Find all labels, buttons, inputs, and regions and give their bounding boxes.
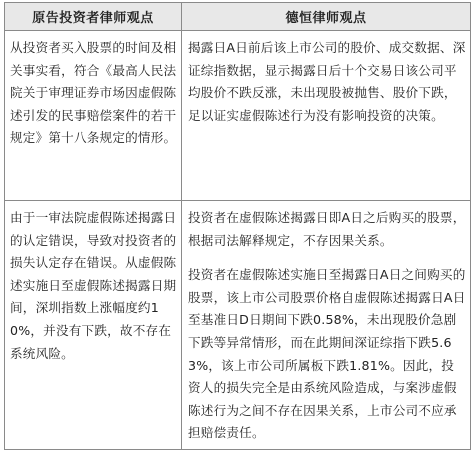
deheng-view-paragraph: 投资者在虚假陈述实施日至揭露日A日之间购买的股票，该上市公司股票价格自虚假陈述揭露日A日至基准日D日期间下跌0.58%，未出现股价急剧下跌等异常情形，而在此期间深证综指下跌5.63%，该上市公司所属板下跌1.81%。因此，投资人的损失完全是由系统风险造成，与案涉虚假陈述行为之间不存在因果关系，上市公司不应承担赔偿责任。 <box>188 267 466 441</box>
deheng-view-cell <box>182 201 471 450</box>
deheng-view-cell <box>182 31 471 201</box>
plaintiff-view-cell <box>5 201 182 450</box>
deheng-view-paragraph: 投资者在虚假陈述揭露日即A日之后购买的股票，根据司法解释规定，不存因果关系。 <box>188 210 466 248</box>
plaintiff-view-cell <box>5 31 182 201</box>
plaintiff-view-text: 从投资者买入股票的时间及相关事实看，符合《最高人民法院关于审理证券市场因虚假陈述引发的民事赔偿案件的若干规定》第十八条规定的情形。 <box>10 40 177 146</box>
table-header-row <box>5 3 471 31</box>
header-plaintiff-lawyer-view: 原告投资者律师观点 <box>5 3 182 31</box>
plaintiff-view-text: 由于一审法院虚假陈述揭露日的认定错误，导致对投资者的损失认定存在错误。从虚假陈述实施日至虚假陈述揭露日期间，深圳指数上涨幅度约10%，并没有下跌，故不存在系统风险。 <box>10 210 177 361</box>
header-deheng-lawyer-view: 德恒律师观点 <box>182 3 471 31</box>
deheng-view-text: 揭露日A日前后该上市公司的股价、成交数据、深证综指数据，显示揭露日后十个交易日该公司平均股价不跌反涨，未出现股被抛售、股价下跌，足以证实虚假陈述行为没有影响投资的决策。 <box>188 40 466 123</box>
table-row <box>5 201 471 450</box>
comparison-table <box>4 2 471 450</box>
table-row <box>5 31 471 201</box>
